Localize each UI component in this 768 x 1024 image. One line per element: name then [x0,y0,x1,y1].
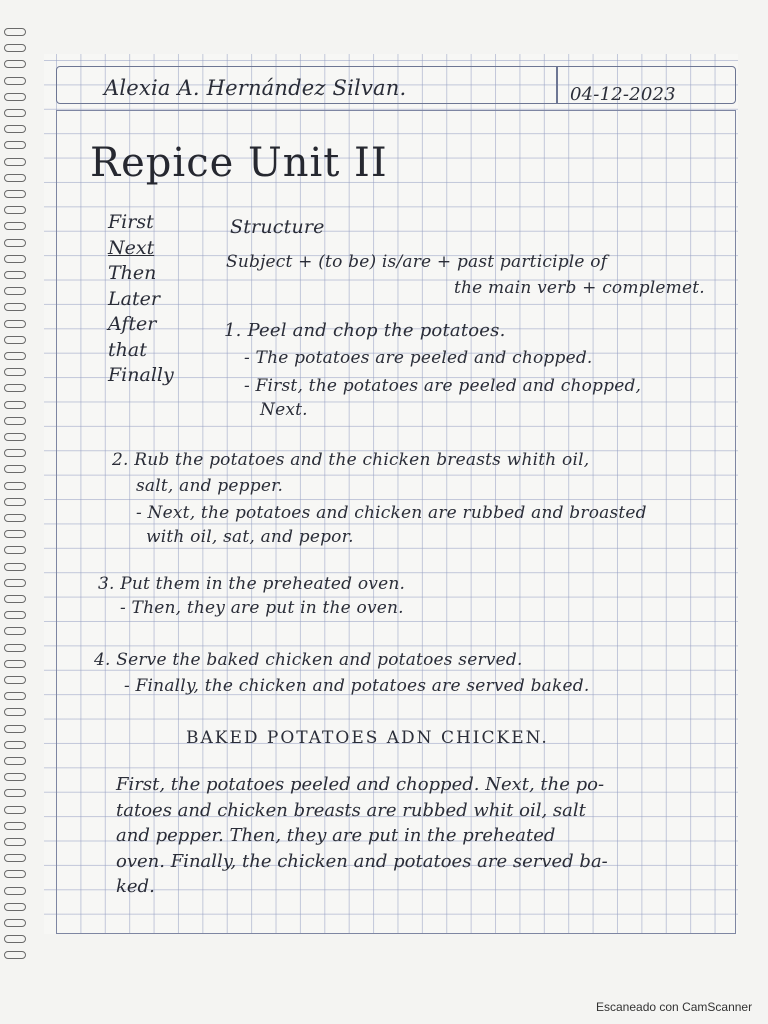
student-name: Alexia A. Hernández Silvan. [104,76,407,100]
spiral-ring [4,838,26,846]
spiral-ring [4,158,26,166]
spiral-ring [4,854,26,862]
structure-heading: Structure [230,216,325,238]
spiral-ring [4,789,26,797]
spiral-ring [4,482,26,490]
spiral-ring [4,174,26,182]
step-2-line: - Next, the potatoes and chicken are rubbed and broasted [136,503,647,523]
connector-item: Then [108,262,157,284]
step-2-cont: salt, and pepper. [136,476,284,496]
spiral-ring [4,919,26,927]
paragraph-line: ked. [116,876,155,897]
spiral-ring [4,368,26,376]
spiral-ring [4,336,26,344]
step-1-line: - The potatoes are peeled and chopped. [244,348,593,368]
paragraph-line: and pepper. Then, they are put in the preheated [116,825,556,846]
spiral-ring [4,563,26,571]
date: 04-12-2023 [570,84,676,105]
spiral-ring [4,287,26,295]
spiral-ring [4,433,26,441]
page-title: Repice Unit II [90,140,388,186]
spiral-ring [4,611,26,619]
spiral-ring [4,676,26,684]
spiral-ring [4,384,26,392]
connectors-list [108,210,174,389]
spiral-ring [4,806,26,814]
connector-item: Finally [108,364,174,386]
spiral-ring [4,77,26,85]
step-3-line: - Then, they are put in the oven. [120,598,404,618]
spiral-ring [4,546,26,554]
recipe-title: BAKED POTATOES ADN CHICKEN. [186,728,549,748]
spiral-ring [4,708,26,716]
step-2: 2. Rub the potatoes and the chicken breasts whith oil, [112,450,590,470]
date-separator [556,66,558,104]
spiral-ring [4,903,26,911]
spiral-ring [4,320,26,328]
spiral-ring [4,498,26,506]
paragraph-line: oven. Finally, the chicken and potatoes are served ba- [116,850,608,872]
step-1-line: Next. [260,400,308,420]
connector-item: that [108,338,147,361]
connector-item: First [108,211,154,233]
step-3: 3. Put them in the preheated oven. [98,574,406,594]
step-1: 1. Peel and chop the potatoes. [224,320,506,341]
spiral-ring [4,190,26,198]
spiral-ring [4,579,26,587]
spiral-ring [4,109,26,117]
spiral-ring [4,822,26,830]
spiral-ring [4,627,26,635]
step-1-line: - First, the potatoes are peeled and chopped, [244,376,642,396]
spiral-ring [4,222,26,230]
spiral-ring [4,401,26,409]
spiral-ring [4,741,26,749]
spiral-ring [4,725,26,733]
spiral-ring [4,44,26,52]
spiral-ring [4,514,26,522]
paragraph-line: tatoes and chicken breasts are rubbed whit oil, salt [116,799,586,821]
connector-item: After [108,313,157,335]
spiral-binding [4,28,34,978]
spiral-ring [4,303,26,311]
spiral-ring [4,352,26,360]
structure-line-1: Subject + (to be) is/are + past participle of [226,252,608,272]
spiral-ring [4,951,26,959]
spiral-ring [4,271,26,279]
spiral-ring [4,60,26,68]
spiral-ring [4,887,26,895]
spiral-ring [4,935,26,943]
spiral-ring [4,530,26,538]
recipe-paragraph [116,772,608,900]
paragraph-line: First, the potatoes peeled and chopped. Next, the po- [116,774,605,795]
spiral-ring [4,660,26,668]
spiral-ring [4,644,26,652]
spiral-ring [4,449,26,457]
spiral-ring [4,757,26,765]
spiral-ring [4,255,26,263]
spiral-ring [4,28,26,36]
spiral-ring [4,692,26,700]
spiral-ring [4,206,26,214]
spiral-ring [4,773,26,781]
scanner-watermark: Escaneado con CamScanner [596,1000,753,1014]
spiral-ring [4,595,26,603]
spiral-ring [4,125,26,133]
spiral-ring [4,870,26,878]
step-4: 4. Serve the baked chicken and potatoes served. [94,650,523,670]
spiral-ring [4,93,26,101]
spiral-ring [4,465,26,473]
connector-item: Later [108,287,160,310]
connector-item: Next [108,236,155,259]
step-4-line: - Finally, the chicken and potatoes are served baked. [124,676,590,696]
spiral-ring [4,417,26,425]
structure-line-2: the main verb + complemet. [454,278,705,298]
spiral-ring [4,239,26,247]
step-2-line: with oil, sat, and pepor. [146,527,354,547]
spiral-ring [4,141,26,149]
